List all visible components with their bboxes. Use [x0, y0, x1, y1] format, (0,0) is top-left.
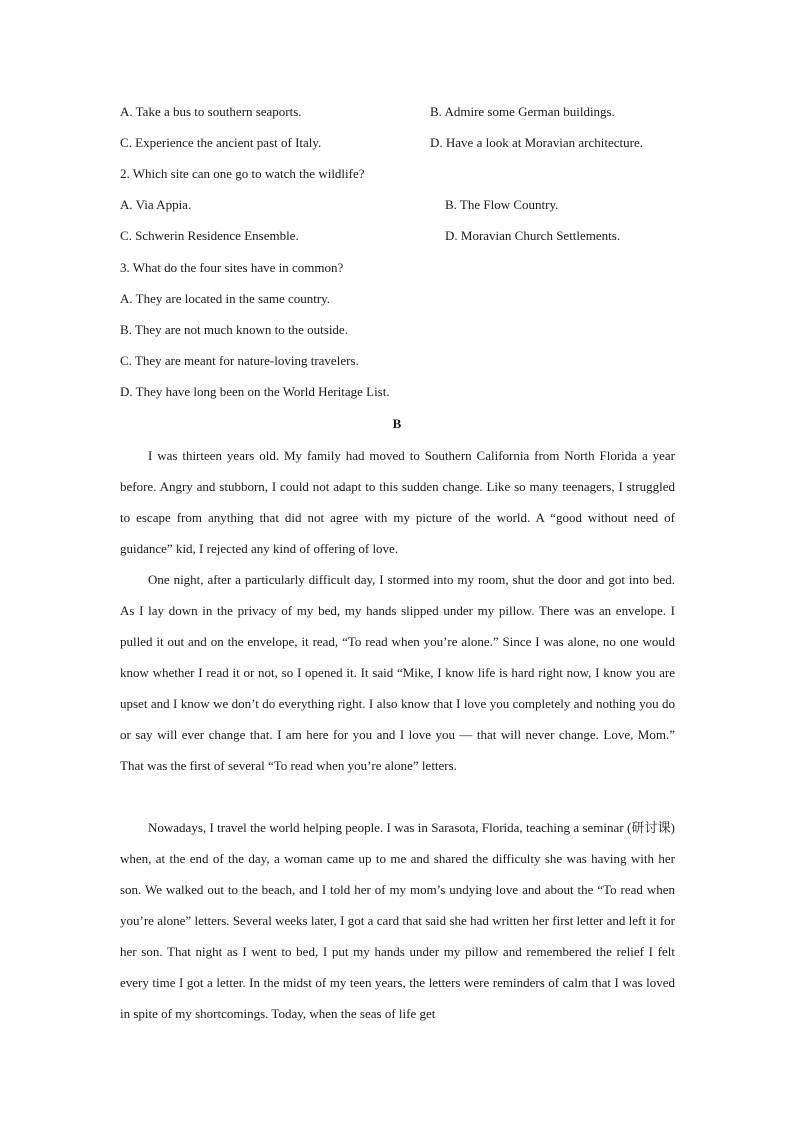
section-heading: B: [392, 416, 402, 431]
q2-option-c: C. Schwerin Residence Ensemble.: [120, 228, 299, 243]
q2-option-a: A. Via Appia.: [120, 197, 192, 212]
q2-option-b: B. The Flow Country.: [445, 197, 559, 212]
q1-option-b: B. Admire some German buildings.: [430, 104, 615, 119]
q3-stem: 3. What do the four sites have in common?: [120, 260, 344, 275]
q3-option-c: C. They are meant for nature-loving travelers.: [120, 353, 359, 368]
q1-option-a: A. Take a bus to southern seaports.: [120, 104, 302, 119]
paragraph-1: I was thirteen years old. My family had moved to Southern California from North Florida a year before. Angry and stubborn, I could not adapt to this sudden change. Like so many teenagers, I struggled to escape from anything that did not agree with my picture of the world. A “good without need of guidance” kid, I rejected any kind of offering of love.: [120, 448, 675, 556]
q3-option-a: A. They are located in the same country.: [120, 291, 331, 306]
q2-stem: 2. Which site can one go to watch the wildlife?: [120, 166, 365, 181]
q1-option-row-2: [120, 133, 680, 153]
q3-option-d: D. They have long been on the World Heritage List.: [120, 384, 390, 399]
q1-option-c: C. Experience the ancient past of Italy.: [120, 135, 322, 150]
q3-option-b: B. They are not much known to the outside.: [120, 322, 348, 337]
q2-option-d: D. Moravian Church Settlements.: [445, 228, 621, 243]
q2-option-row-2: [120, 226, 680, 246]
q1-option-d: D. Have a look at Moravian architecture.: [430, 135, 643, 150]
paragraph-2: One night, after a particularly difficult day, I stormed into my room, shut the door and got into bed. As I lay down in the privacy of my bed, my hands slipped under my pillow. There was an envelope. I pulled it out and on the envelope, it read, “To read when you’re alone.” Since I was alone, no one would know whether I read it or not, so I opened it. It said “Mike, I know life is hard right now, I know you are upset and I know we don’t do everything right. I also know that I love you completely and nothing you do or say will ever change that. I am here for you and I love you — that will never change. Love, Mom.” That was the first of several “To read when you’re alone” letters.: [120, 572, 675, 773]
q2-option-row-1: [120, 195, 680, 215]
q1-option-row-1: [120, 102, 680, 122]
paragraph-3: Nowadays, I travel the world helping people. I was in Sarasota, Florida, teaching a seminar (研讨课) when, at the end of the day, a woman came up to me and shared the difficulty she was having with her son. We walked out to the beach, and I told her of my mom’s undying love and about the “To read when you’re alone” letters. Several weeks later, I got a card that said she had written her first letter and left it for her son. That night as I went to bed, I put my hands under my pillow and remembered the relief I felt every time I got a letter. In the midst of my teen years, the letters were reminders of calm that I was loved in spite of my shortcomings. Today, when the seas of life get: [120, 820, 675, 1021]
